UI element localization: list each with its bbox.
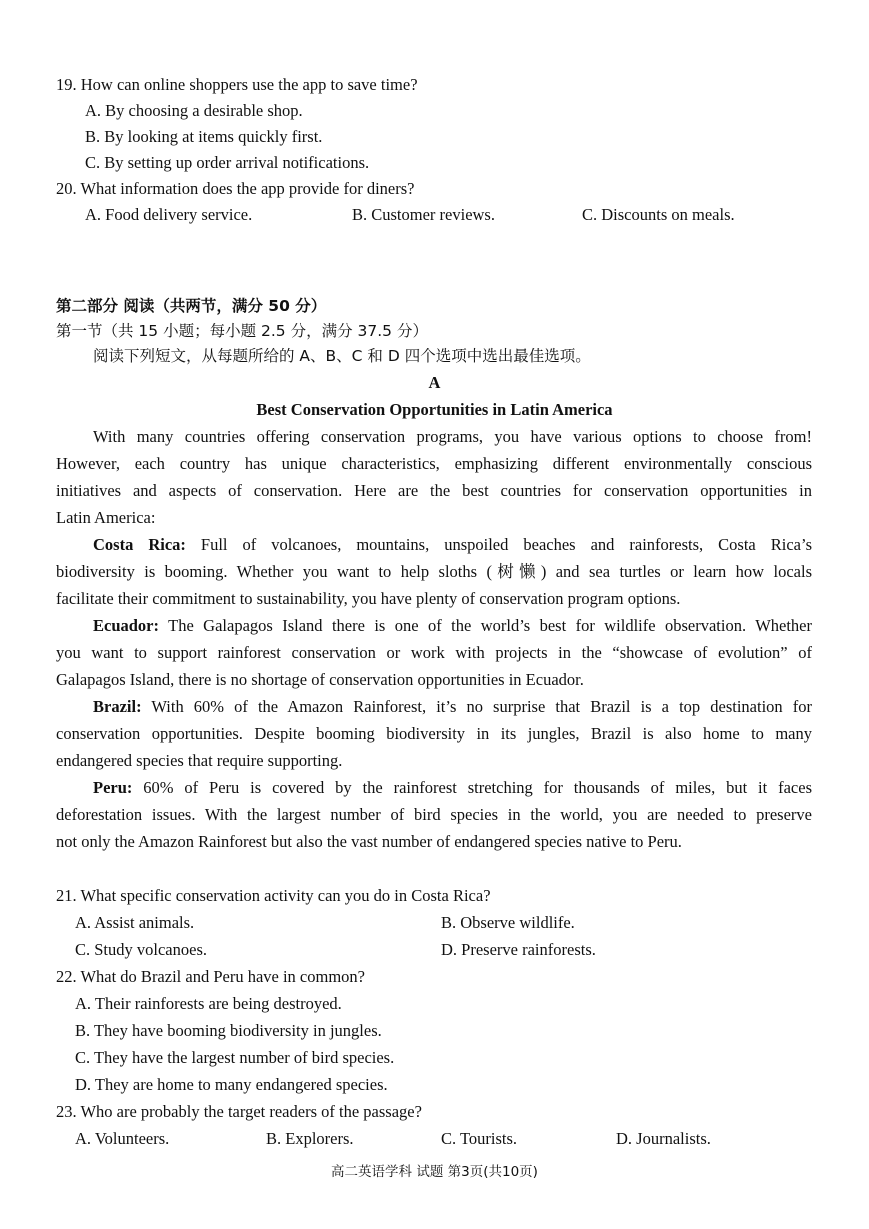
question-20-option-b: B. Customer reviews. <box>352 205 495 224</box>
peru-line-2: deforestation issues. With the largest number of bird species in the world, you are needed to preserve <box>56 805 812 824</box>
page-footer: 高二英语学科 试题 第3页(共10页) <box>331 1164 538 1180</box>
question-23-option-b: B. Explorers. <box>266 1129 354 1148</box>
question-23-stem: 23. Who are probably the target readers of the passage? <box>56 1102 422 1121</box>
brazil-label: Brazil: <box>93 697 142 716</box>
peru-label: Peru: <box>93 778 133 797</box>
ecuador-line-2: you want to support rainforest conservation or work with projects in the “showcase of evolution” of <box>56 643 812 662</box>
question-19-stem: 19. How can online shoppers use the app to save time? <box>56 75 418 94</box>
passage-title: Best Conservation Opportunities in Latin America <box>256 400 613 419</box>
question-22-option-c: C. They have the largest number of bird species. <box>75 1048 395 1067</box>
question-21-stem: 21. What specific conservation activity can you do in Costa Rica? <box>56 886 491 905</box>
question-19-option-b: B. By looking at items quickly first. <box>85 127 323 146</box>
question-21-option-a: A. Assist animals. <box>75 913 195 932</box>
question-19-option-a: A. By choosing a desirable shop. <box>85 101 303 120</box>
question-20-option-a: A. Food delivery service. <box>85 205 253 224</box>
brazil-line-2: conservation opportunities. Despite booming biodiversity in its jungles, Brazil is also home to many <box>56 724 812 743</box>
intro-line-4: Latin America: <box>56 508 156 527</box>
question-23-option-a: A. Volunteers. <box>75 1129 170 1148</box>
question-22-option-b: B. They have booming biodiversity in jungles. <box>75 1021 382 1040</box>
costa-rica-label: Costa Rica: <box>93 535 186 554</box>
part-two-title: 第二部分 阅读（共两节，满分 50 分） <box>56 297 327 315</box>
reading-instruction: 阅读下列短文，从每题所给的 A、B、C 和 D 四个选项中选出最佳选项。 <box>93 347 591 365</box>
peru-line-3: not only the Amazon Rainforest but also the vast number of endangered species native to Peru. <box>56 832 682 851</box>
question-23-option-c: C. Tourists. <box>441 1129 518 1148</box>
costa-rica-line-2: biodiversity is booming. Whether you want to help sloths (树懒) and sea turtles or learn how locals <box>56 562 812 581</box>
question-22-stem: 22. What do Brazil and Peru have in common? <box>56 967 365 986</box>
question-22-option-a: A. Their rainforests are being destroyed. <box>75 994 342 1013</box>
question-21-option-b: B. Observe wildlife. <box>441 913 575 932</box>
costa-rica-line-3: facilitate their commitment to sustainability, you have plenty of conservation program options. <box>56 589 681 608</box>
ecuador-line-3: Galapagos Island, there is no shortage of conservation opportunities in Ecuador. <box>56 670 584 689</box>
ecuador-label: Ecuador: <box>93 616 159 635</box>
brazil-line-3: endangered species that require supporting. <box>56 751 343 770</box>
question-21-option-d: D. Preserve rainforests. <box>441 940 596 959</box>
section-one-title: 第一节（共 15 小题；每小题 2.5 分，满分 37.5 分） <box>56 322 428 340</box>
question-19-option-c: C. By setting up order arrival notifications. <box>85 153 370 172</box>
question-22-option-d: D. They are home to many endangered species. <box>75 1075 388 1094</box>
question-20-stem: 20. What information does the app provide for diners? <box>56 179 415 198</box>
brazil-line-1: Brazil: With 60% of the Amazon Rainforest, it’s no surprise that Brazil is a top destination for <box>93 697 812 716</box>
intro-line-3: initiatives and aspects of conservation. Here are the best countries for conservation opportunities in <box>56 481 812 500</box>
question-23-option-d: D. Journalists. <box>616 1129 711 1148</box>
peru-line-1: Peru: 60% of Peru is covered by the rainforest stretching for thousands of miles, but it faces <box>93 778 812 797</box>
ecuador-line-1: Ecuador: The Galapagos Island there is one of the world’s best for wildlife observation. Whether <box>93 616 812 635</box>
question-21-option-c: C. Study volcanoes. <box>75 940 207 959</box>
intro-line-2: However, each country has unique characteristics, emphasizing different environmentally conscious <box>56 454 812 473</box>
question-20-option-c: C. Discounts on meals. <box>582 205 735 224</box>
costa-rica-line-1: Costa Rica: Full of volcanoes, mountains, unspoiled beaches and rainforests, Costa Rica’s <box>93 535 812 554</box>
passage-letter: A <box>428 373 441 392</box>
intro-line-1: With many countries offering conservation programs, you have various options to choose from! <box>93 427 812 446</box>
